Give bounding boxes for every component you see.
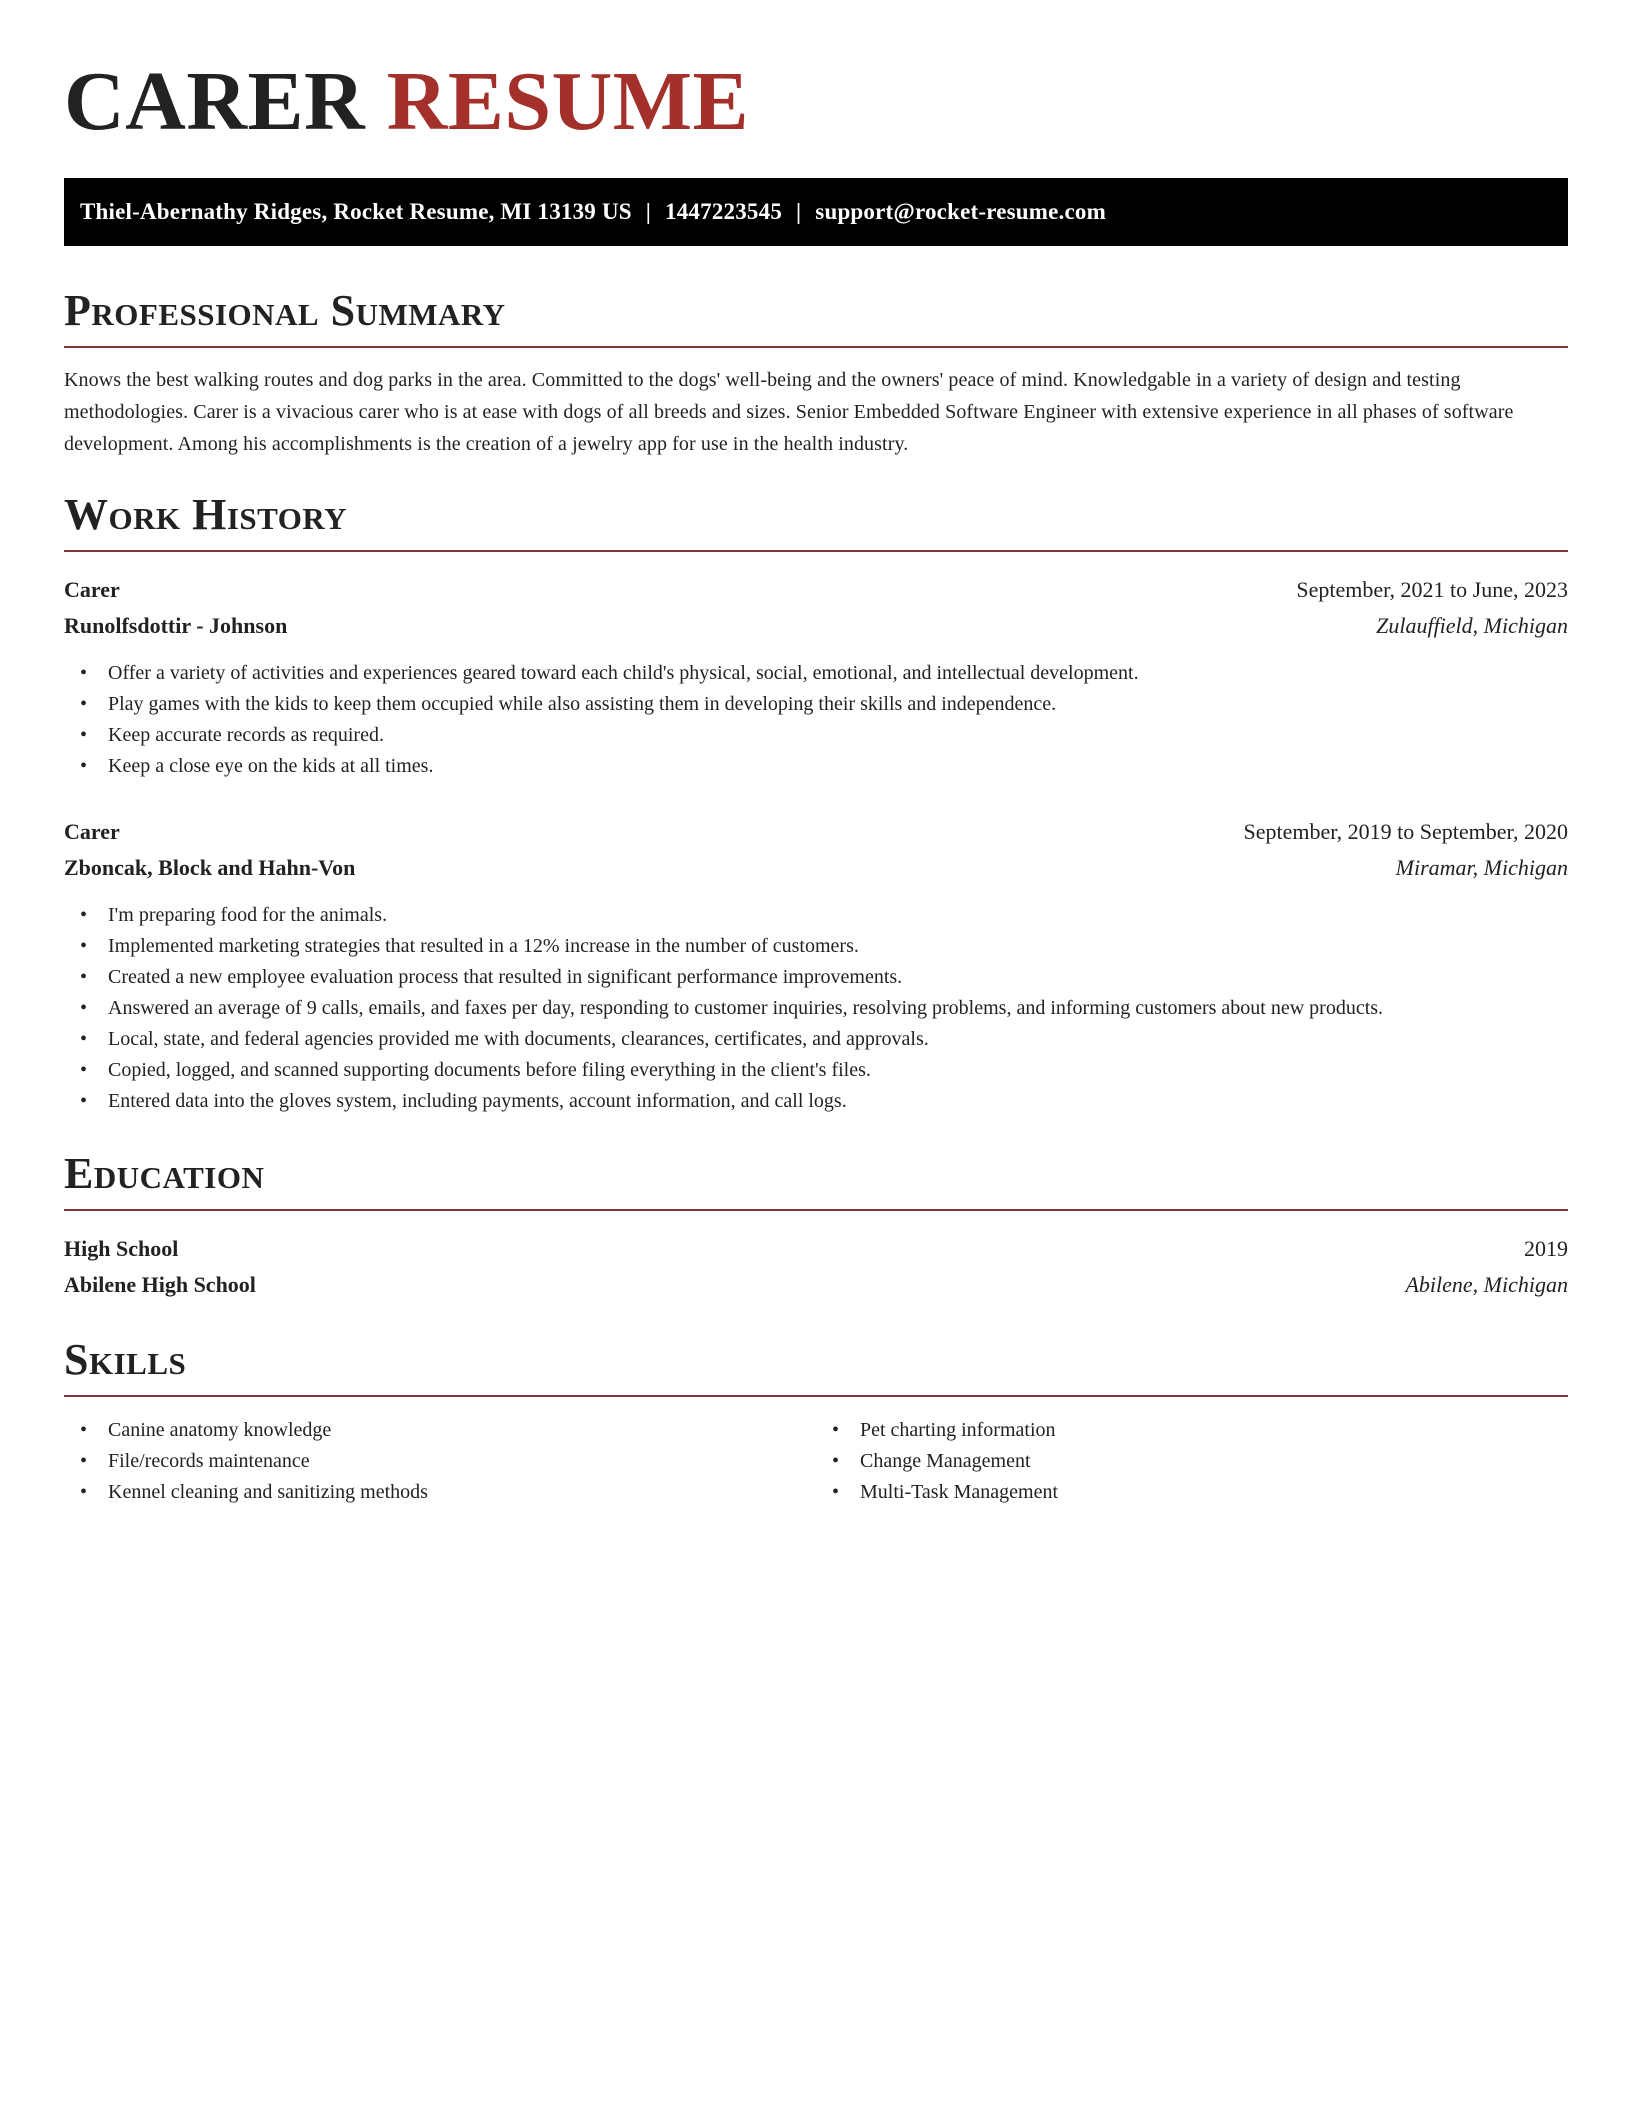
work-history-heading: Work History (64, 490, 348, 539)
job-duty-item: • Copied, logged, and scanned supporting documents before filing everything in the client's files. (80, 1055, 1568, 1086)
section-divider (64, 1209, 1568, 1211)
resume-title (64, 52, 1568, 152)
skills-column-left (64, 1415, 816, 1508)
skills-section (64, 1335, 1568, 1508)
title-first-word: CARER (64, 55, 366, 148)
work-history-section (64, 490, 1568, 1117)
education-degree: High School (64, 1236, 179, 1261)
education-heading: Education (64, 1149, 265, 1198)
skills-heading: Skills (64, 1335, 187, 1384)
skill-item: • Multi-Task Management (832, 1477, 1568, 1508)
job-entry (64, 814, 1568, 1117)
skills-list (64, 1415, 816, 1508)
summary-section (64, 286, 1568, 460)
education-degree-row (64, 1231, 1568, 1267)
section-divider (64, 550, 1568, 552)
job-location: Miramar, Michigan (1395, 855, 1568, 880)
job-entry (64, 572, 1568, 782)
contact-phone: 1447223545 (665, 199, 783, 224)
summary-text: Knows the best walking routes and dog parks in the area. Committed to the dogs' well-being and the owners' peace of mind. Knowledgable in a variety of design and testing methodologies. Carer is a vivacious carer who is at ease with dogs of all breeds and sizes. Senior Embedded Software Engineer with extensive experience in all phases of software development. Among his accomplishments is the creation of a jewelry app for use in the health industry. (64, 369, 1514, 455)
job-title: Carer (64, 819, 120, 844)
skill-item: • File/records maintenance (80, 1446, 816, 1477)
section-divider (64, 1395, 1568, 1397)
title-second-word: RESUME (386, 55, 750, 148)
education-entry (64, 1231, 1568, 1303)
education-location: Abilene, Michigan (1405, 1272, 1568, 1297)
skill-item: • Pet charting information (832, 1415, 1568, 1446)
job-duty-item: • Local, state, and federal agencies provided me with documents, clearances, certificates, and approvals. (80, 1024, 1568, 1055)
contact-email: support@rocket-resume.com (815, 199, 1106, 224)
job-dates: September, 2021 to June, 2023 (1296, 577, 1568, 602)
skills-list (816, 1415, 1568, 1508)
job-title-row (64, 814, 1568, 850)
skills-columns (64, 1415, 1568, 1508)
job-duty-item: • Keep a close eye on the kids at all times. (80, 751, 1568, 782)
contact-bar (64, 178, 1568, 246)
skill-item: • Canine anatomy knowledge (80, 1415, 816, 1446)
skill-item: • Kennel cleaning and sanitizing methods (80, 1477, 816, 1508)
skill-item: • Change Management (832, 1446, 1568, 1477)
summary-heading: Professional Summary (64, 286, 506, 335)
job-company: Zboncak, Block and Hahn-Von (64, 855, 356, 880)
job-title: Carer (64, 577, 120, 602)
job-company-row (64, 850, 1568, 886)
section-divider (64, 346, 1568, 348)
skills-column-right (816, 1415, 1568, 1508)
job-duty-item: • Answered an average of 9 calls, emails, and faxes per day, responding to customer inquiries, resolving problems, and informing customers about new products. (80, 993, 1568, 1024)
job-duty-item: • I'm preparing food for the animals. (80, 900, 1568, 931)
contact-separator: | (796, 199, 802, 224)
education-school-row (64, 1267, 1568, 1303)
education-school: Abilene High School (64, 1272, 256, 1297)
contact-address: Thiel-Abernathy Ridges, Rocket Resume, MI 13139 US (80, 199, 632, 224)
job-duty-item: • Created a new employee evaluation process that resulted in significant performance improvements. (80, 962, 1568, 993)
job-company: Runolfsdottir - Johnson (64, 613, 288, 638)
job-title-row (64, 572, 1568, 608)
job-duties-list (64, 900, 1568, 1117)
job-duty-item: • Implemented marketing strategies that resulted in a 12% increase in the number of customers. (80, 931, 1568, 962)
job-duty-item: • Entered data into the gloves system, including payments, account information, and call logs. (80, 1086, 1568, 1117)
job-duties-list (64, 658, 1568, 782)
contact-separator: | (645, 199, 652, 224)
job-duty-item: • Keep accurate records as required. (80, 720, 1568, 751)
job-duty-item: • Offer a variety of activities and experiences geared toward each child's physical, social, emotional, and intellectual development. (80, 658, 1568, 689)
job-company-row (64, 608, 1568, 644)
job-location: Zulauffield, Michigan (1376, 613, 1568, 638)
job-dates: September, 2019 to September, 2020 (1243, 819, 1568, 844)
job-duty-item: • Play games with the kids to keep them occupied while also assisting them in developing their skills and independence. (80, 689, 1568, 720)
education-year: 2019 (1524, 1236, 1568, 1261)
education-section (64, 1149, 1568, 1303)
